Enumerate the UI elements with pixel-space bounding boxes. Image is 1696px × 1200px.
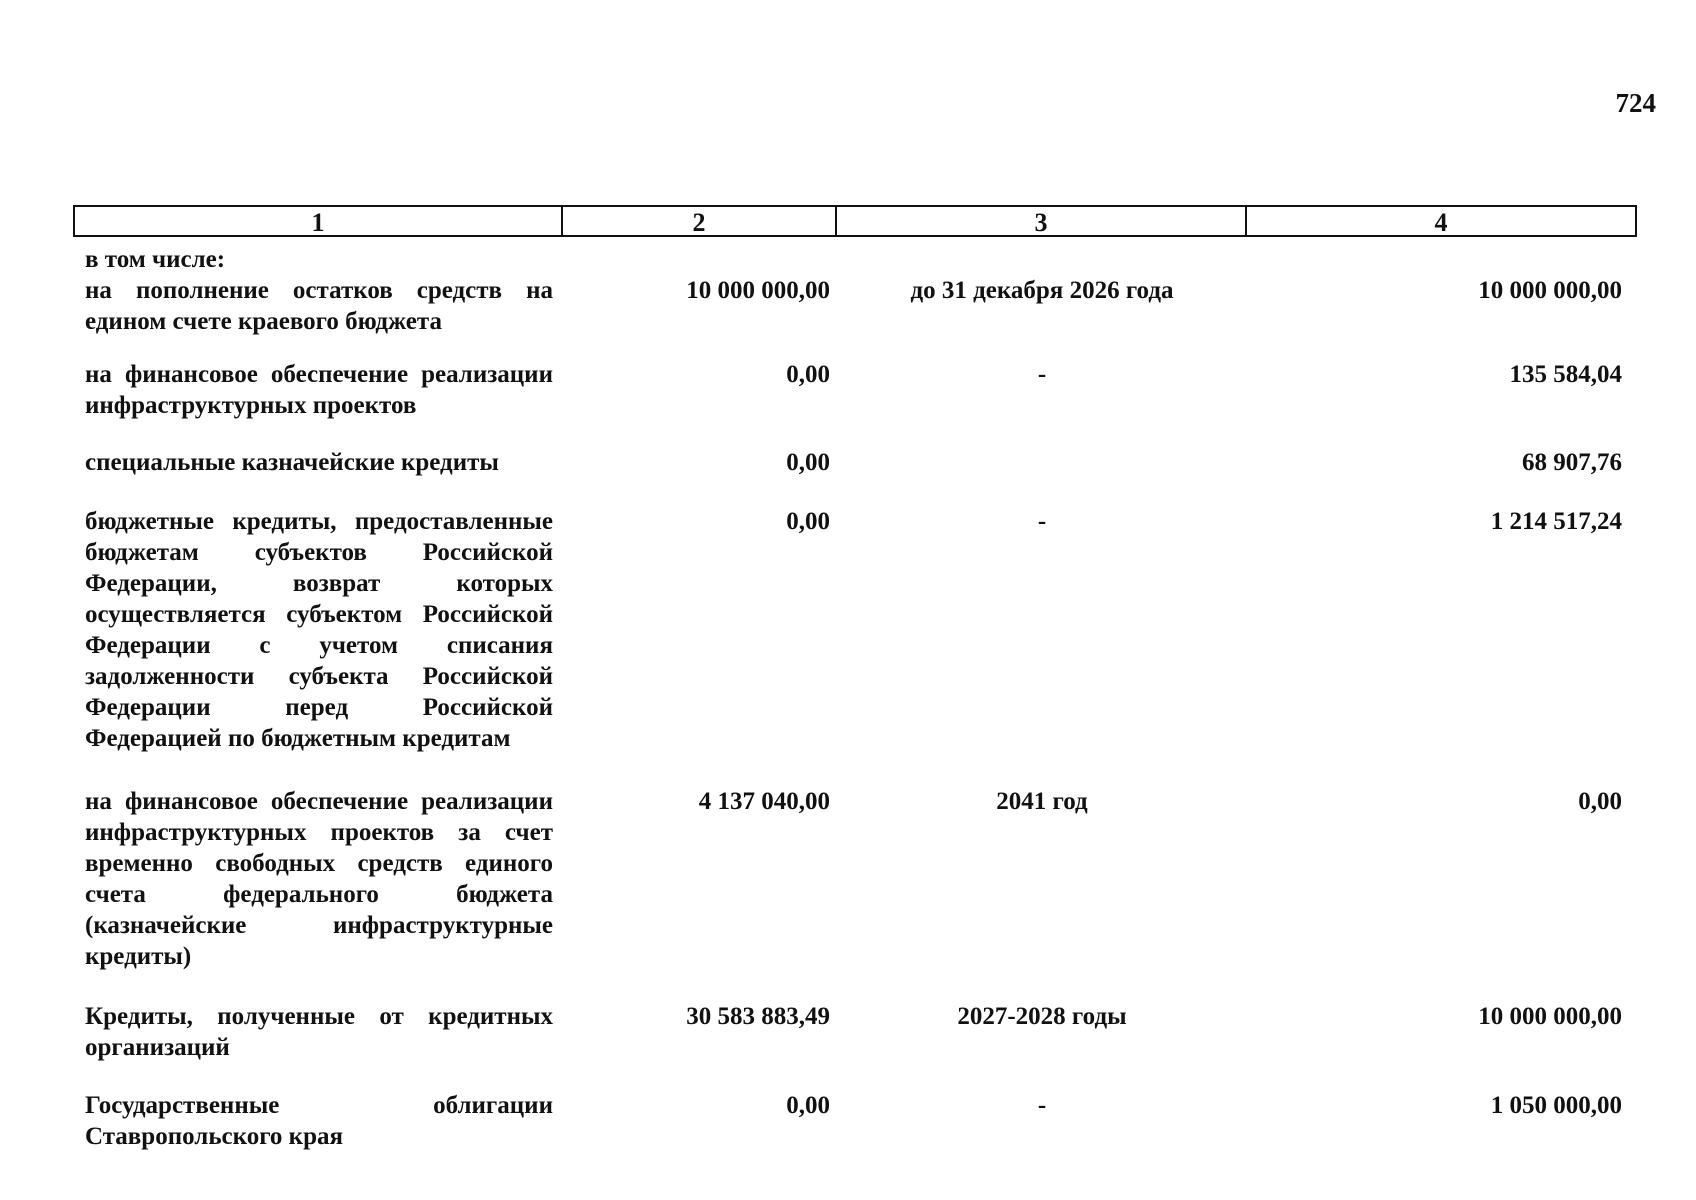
row-amount: 10 000 000,00	[686, 277, 830, 304]
row-description: на финансовое обеспечение реализации инфраструктурных проектов за счет временно свободных средств единого счета федерального бюджета (казначейские инфраструктурные кредиты)	[85, 788, 553, 970]
row-amount: 0,00	[786, 361, 830, 388]
intro-label: в том числе:	[85, 246, 226, 273]
column-header-3: 3	[837, 207, 1247, 235]
row-amount: 4 137 040,00	[698, 788, 830, 815]
row-total: 10 000 000,00	[1478, 1003, 1622, 1030]
row-term: 2041 год	[996, 788, 1088, 815]
row-term: -	[1037, 508, 1047, 535]
row-description: специальные казначейские кредиты	[85, 449, 499, 476]
row-amount: 0,00	[786, 1092, 830, 1119]
column-header-4: 4	[1434, 208, 1448, 237]
row-total: 1 214 517,24	[1490, 508, 1622, 535]
row-total: 1 050 000,00	[1490, 1092, 1622, 1119]
row-amount: 0,00	[786, 508, 830, 535]
row-amount: 30 583 883,49	[686, 1003, 830, 1030]
row-description: Кредиты, полученные от кредитных организаций	[85, 1003, 553, 1061]
row-term: -	[1037, 361, 1047, 388]
row-term: 2027-2028 годы	[957, 1003, 1127, 1030]
row-description: Государственные облигации Ставропольского края	[85, 1092, 553, 1150]
column-header-2: 2	[563, 207, 837, 235]
table-header	[73, 205, 1637, 237]
row-description: на финансовое обеспечение реализации инфраструктурных проектов	[85, 361, 553, 419]
page-number: 724	[1615, 88, 1656, 118]
row-total: 0,00	[1578, 788, 1622, 815]
row-term: -	[1037, 1092, 1047, 1119]
row-description: на пополнение остатков средств на едином счете краевого бюджета	[85, 277, 553, 335]
row-total: 68 907,76	[1522, 449, 1622, 476]
row-description: бюджетные кредиты, предоставленные бюджетам субъектов Российской Федерации, возврат которых осуществляется субъектом Российской Федерации с учетом списания задолженности субъекта Российской Федерации перед Российской Федерацией по бюджетным кредитам	[85, 508, 553, 752]
row-total: 10 000 000,00	[1478, 277, 1622, 304]
column-header-1: 1	[75, 207, 563, 235]
row-term: до 31 декабря 2026 года	[910, 277, 1174, 304]
row-amount: 0,00	[786, 449, 830, 476]
row-total: 135 584,04	[1509, 361, 1622, 388]
